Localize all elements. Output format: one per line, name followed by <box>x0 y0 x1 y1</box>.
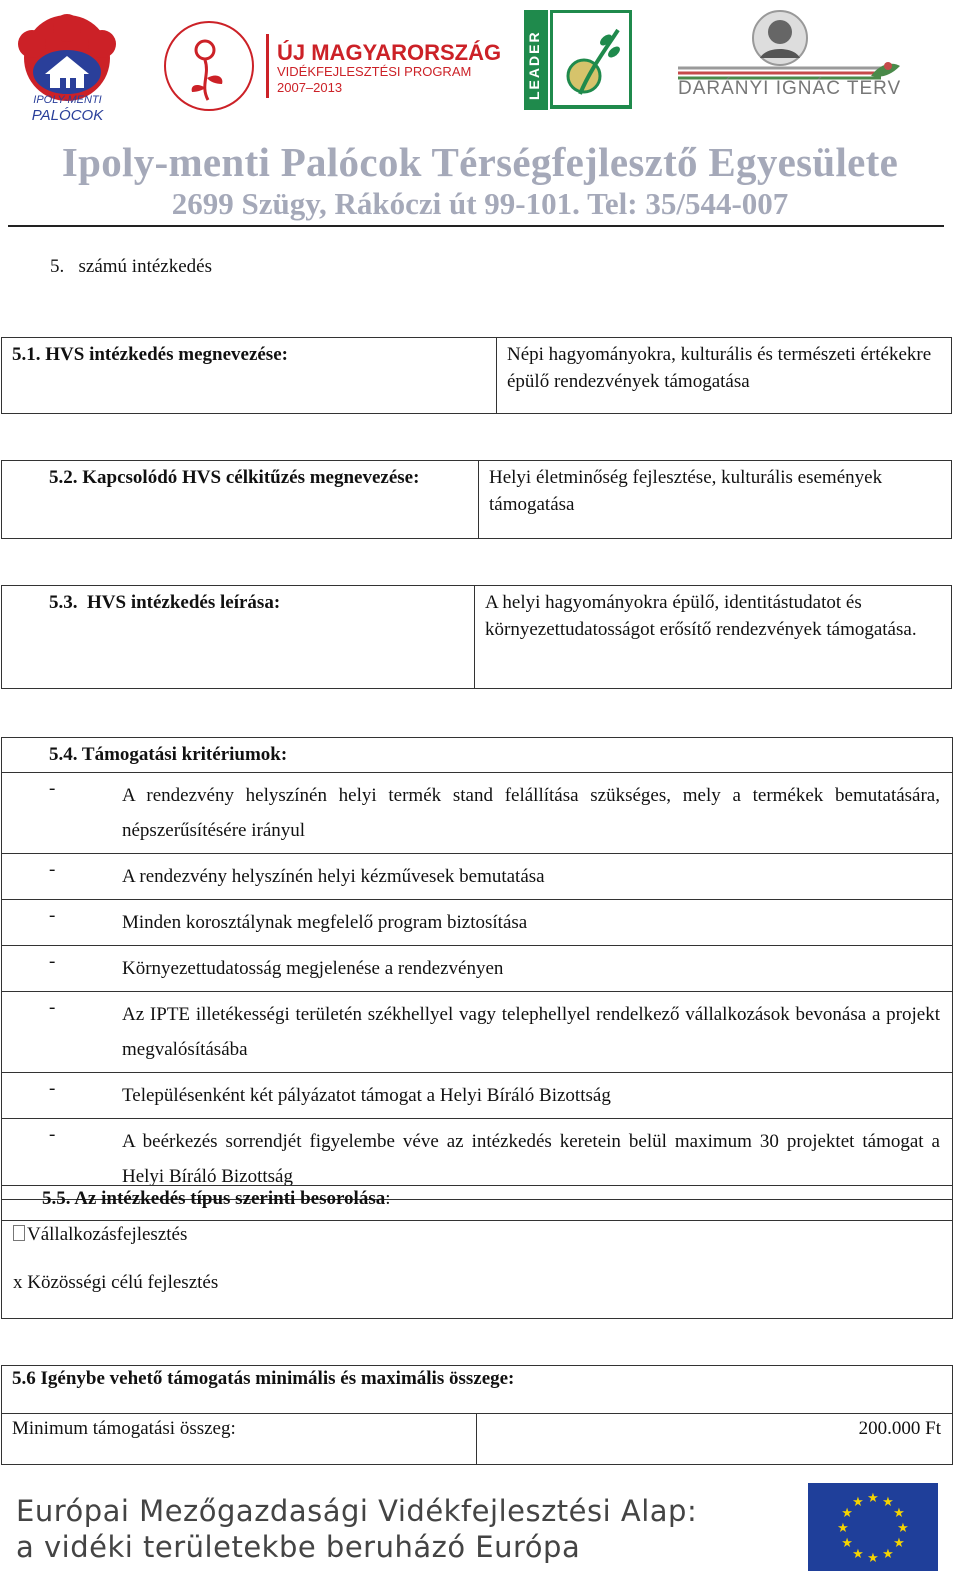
criteria-dash: - <box>49 905 56 926</box>
s53-value: A helyi hagyományokra épülő, identitástudatot és környezettudatosságot erősítő rendezvények támogatása. <box>475 586 952 689</box>
criteria-item <box>2 899 952 945</box>
criteria-dash: - <box>49 859 56 880</box>
table-5-2 <box>1 460 952 539</box>
logo-ipoly-menti-palocok <box>10 14 125 126</box>
criteria-table <box>1 737 953 1200</box>
logo1-line1: IPOLY-MENTI <box>33 94 102 106</box>
table-5-1 <box>1 337 952 414</box>
logo2-title: ÚJ MAGYARORSZÁG <box>277 40 502 65</box>
organization-address: 2699 Szügy, Rákóczi út 99-101. Tel: 35/544-007 <box>171 186 789 221</box>
eu-star-icon: ★ <box>882 1545 894 1561</box>
table-5-3 <box>1 585 952 689</box>
min-value: 200.000 Ft <box>858 1418 941 1439</box>
organization-name: Ipoly-menti Palócok Térségfejlesztő Egyesülete <box>61 139 899 185</box>
eu-star-icon: ★ <box>852 1545 864 1561</box>
criteria-item <box>2 772 952 853</box>
logo-daranyi-ignac-terv <box>676 6 908 106</box>
criteria-text: A rendezvény helyszínén helyi termék stand felállítása szükséges, mely a termékek bemutatására, népszerűsítésére irányul <box>122 785 940 841</box>
eu-star-icon: ★ <box>893 1535 905 1550</box>
s52-value: Helyi életminőség fejlesztése, kulturális események támogatása <box>479 461 952 539</box>
logo-uj-magyarorszag <box>160 20 502 115</box>
rose-emblem-icon <box>160 20 260 112</box>
header-divider <box>8 225 944 227</box>
logo1-line2: PALÓCOK <box>31 107 104 124</box>
criteria-dash: - <box>49 951 56 972</box>
eu-star-icon: ★ <box>897 1520 909 1535</box>
criteria-text: Minden korosztálynak megfelelő program biztosítása <box>122 912 528 933</box>
s52-label: 5.2. Kapcsolódó HVS célkitűzés megnevezése: <box>2 461 479 539</box>
support-amount-box <box>1 1365 953 1465</box>
option1-label: Vállalkozásfejlesztés <box>27 1224 188 1245</box>
eu-star-icon: ★ <box>837 1520 849 1535</box>
criteria-item <box>2 945 952 991</box>
criteria-title-row <box>2 738 952 772</box>
eu-star-icon: ★ <box>882 1494 894 1510</box>
s53-label: 5.3. HVS intézkedés leírása: <box>2 586 475 689</box>
checkbox-empty-icon <box>13 1225 25 1241</box>
criteria-item <box>2 1072 952 1118</box>
footer-line2: a vidéki területekbe beruházó Európa <box>16 1530 581 1564</box>
option-kozossegi <box>13 1270 218 1296</box>
support-divider <box>476 1414 477 1464</box>
criteria-dash: - <box>49 1078 56 1099</box>
criteria-text: Településenként két pályázatot támogat a Helyi Bíráló Bizottság <box>122 1085 611 1106</box>
eu-star-icon: ★ <box>867 1550 879 1565</box>
logo-leader <box>524 10 634 110</box>
leader-sprout-icon <box>550 10 632 110</box>
criteria-text: A rendezvény helyszínén helyi kézművesek bemutatása <box>122 866 545 887</box>
eu-star-icon: ★ <box>841 1535 853 1550</box>
eu-flag <box>808 1483 938 1571</box>
eu-star-icon: ★ <box>893 1505 905 1520</box>
s56-title: 5.6 Igénybe vehető támogatás minimális és maximális összege: <box>12 1368 515 1389</box>
eu-star-icon: ★ <box>852 1494 864 1510</box>
logo2-subtitle: VIDÉKFEJLESZTÉSI PROGRAM <box>277 64 472 79</box>
criteria-text: A beérkezés sorrendjét figyelembe véve az intézkedés keretein belül maximum 30 projektet támogat a Helyi Bíráló Bizottság <box>122 1131 940 1187</box>
portrait-emblem-icon <box>676 6 908 86</box>
option-vallalkozasfejlesztes <box>13 1222 187 1248</box>
eu-star-icon: ★ <box>841 1505 853 1520</box>
logo4-text: DARÁNYI IGNÁC TERV <box>678 78 902 99</box>
option2-mark: x <box>13 1272 23 1293</box>
criteria-text: Környezettudatosság megjelenése a rendezvényen <box>122 958 504 979</box>
criteria-item <box>2 991 952 1072</box>
criteria-dash: - <box>49 778 56 799</box>
eu-stars-icon <box>808 1483 938 1571</box>
s55-colon: : <box>385 1188 391 1209</box>
leader-text: LEADER <box>526 30 542 100</box>
criteria-item <box>2 853 952 899</box>
classification-box <box>1 1185 953 1319</box>
support-title-row <box>2 1366 952 1414</box>
s51-value: Népi hagyományokra, kulturális és természeti értékekre épülő rendezvények támogatása <box>497 338 952 414</box>
footer-line1: Európai Mezőgazdasági Vidékfejlesztési Alap: <box>16 1494 698 1528</box>
criteria-dash: - <box>49 997 56 1018</box>
option2-label: Közösségi célú fejlesztés <box>27 1272 219 1293</box>
s55-title: 5.5. Az intézkedés típus szerinti besorolása <box>42 1188 386 1209</box>
min-label: Minimum támogatási összeg: <box>12 1418 236 1439</box>
s54-title: 5.4. Támogatási kritériumok: <box>49 744 288 765</box>
logo2-years: 2007–2013 <box>277 80 343 95</box>
criteria-text: Az IPTE illetékességi területén székhellyel vagy telephellyel rendelkező vállalkozások bevonása a projekt megvalósításába <box>122 1004 940 1060</box>
classification-title-row <box>2 1186 952 1221</box>
logo2-divider <box>266 34 269 98</box>
criteria-dash: - <box>49 1124 56 1145</box>
section-title: 5. számú intézkedés <box>50 256 212 277</box>
s51-label: 5.1. HVS intézkedés megnevezése: <box>2 338 497 414</box>
eu-star-icon: ★ <box>867 1490 879 1505</box>
